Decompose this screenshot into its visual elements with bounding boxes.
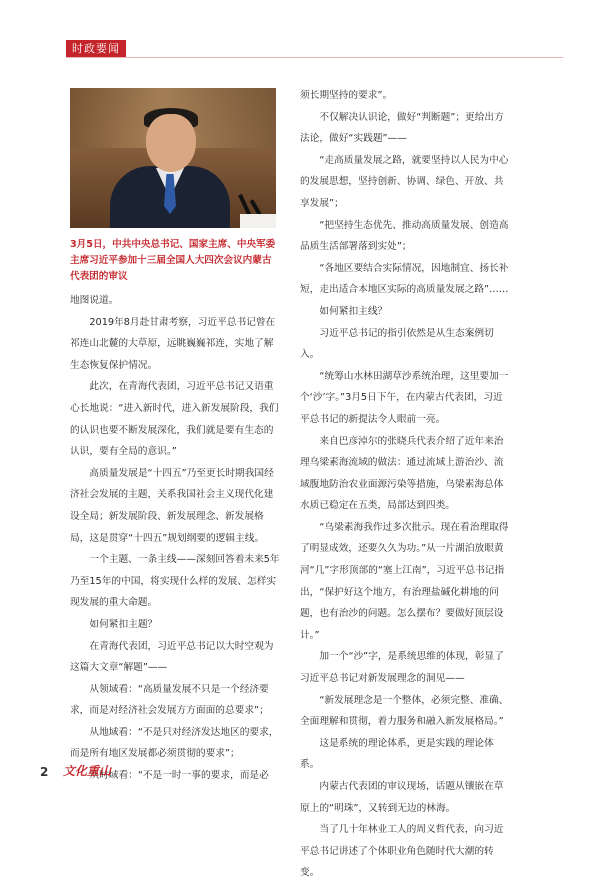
magazine-logo: 文化重山 [63,764,112,778]
paragraph: 来自巴彦淖尔的张晓兵代表介绍了近年来治理乌梁素海流域的做法：通过流域上游治沙、流域腹地防治农业面源污染等措施，乌梁素海总体水质已稳定在五类，局部达到四类。 [300,435,504,512]
paragraph: 在青海代表团，习近平总书记以大时空观为这篇大文章“解题”—— [70,640,274,674]
paragraph: 习近平总书记的指引依然是从生态案例切入。 [300,327,494,361]
paragraph: 地图说道。 [70,295,119,306]
header-rule [66,57,563,58]
quote: “把坚持生态优先、推动高质量发展、创造高品质生活部署落到实处”； [300,219,509,253]
right-column [300,85,512,884]
page-number: 2 [40,765,49,779]
subheading: 如何紧扣主线？ [319,305,388,317]
left-column [70,290,282,787]
paragraph: 2019年8月赴甘肃考察，习近平总书记曾在祁连山北麓的大草原，远眺巍巍祁连，实地了解生态恢复保护情况。 [70,316,276,371]
paragraph: 从时域看：“不是一时一事的要求，而是必 [89,770,269,782]
paragraph: 这是系统的理论体系，更是实践的理论体系。 [300,737,494,771]
paragraph: 须长期坚持的要求”。 [300,90,393,101]
paragraph: “乌梁素海我作过多次批示。现在看治理取得了明显成效，还要久久为功。”从一片湖泊放眼黄河“几”字形顶部的“塞上江南”，习近平总书记指出，“保护好这个地方，有治理盐碱化耕地的问题，也有治沙的问题。怎么摆布？要做好顶层设计。” [300,521,509,641]
quote: “走高质量发展之路，就要坚持以人民为中心的发展思想，坚持创新、协调、绿色、开放、共享发展”； [300,154,509,209]
news-photo [70,88,276,228]
paragraph: 高质量发展是“十四五”乃至更长时期我国经济社会发展的主题，关系我国社会主义现代化建设全局；新发展阶段、新发展理念、新发展格局，这是贯穿“十四五”规划纲要的逻辑主线。 [70,467,274,544]
paragraph: 从领域看：“高质量发展不只是一个经济要求，而是对经济社会发展方方面面的总要求”； [70,683,269,717]
paragraph: “统筹山水林田湖草沙系统治理，这里要加一个‘沙’字。”3月5日下午，在内蒙古代表团，习近平总书记的新提法令人眼前一亮。 [300,370,509,425]
paragraph: 从地域看：“不是只对经济发达地区的要求，而是所有地区发展都必须贯彻的要求”； [70,726,279,760]
paragraph: 加一个“沙”字，是系统思维的体现，彰显了习近平总书记对新发展理念的洞见—— [300,651,504,685]
quote: “各地区要结合实际情况，因地制宜、扬长补短，走出适合本地区实际的高质量发展之路”…… [300,262,509,296]
paragraph: 一个主题、一条主线——深刻回答着未来5年乃至15年的中国，将实现什么样的发展、怎样实现发展的重大命题。 [70,554,280,609]
subheading: 如何紧扣主题？ [89,618,158,630]
photo-caption: 3月5日，中共中央总书记、国家主席、中央军委主席习近平参加十三届全国人大四次会议内蒙古代表团的审议 [70,239,276,282]
quote: “新发展理念是一个整体，必须完整、准确、全面理解和贯彻，着力服务和融入新发展格局。” [300,694,509,728]
paragraph: 此次，在青海代表团，习近平总书记又语重心长地说：“进入新时代，进入新发展阶段，我们的认识也要不断发展深化，我们就是要有生态的认识，要有全局的意识。” [70,381,279,458]
paragraph: 内蒙古代表团的审议现场，话题从镶嵌在草原上的“明珠”，又转到无边的林海。 [300,781,504,814]
paragraph: 不仅解决认识论，做好“判断题”；更给出方法论，做好“实践题”—— [300,111,504,145]
section-tag: 时政要闻 [66,40,126,57]
paragraph: 当了几十年林业工人的周义哲代表，向习近平总书记讲述了个体职业角色随时代大潮的转变。 [300,824,504,879]
